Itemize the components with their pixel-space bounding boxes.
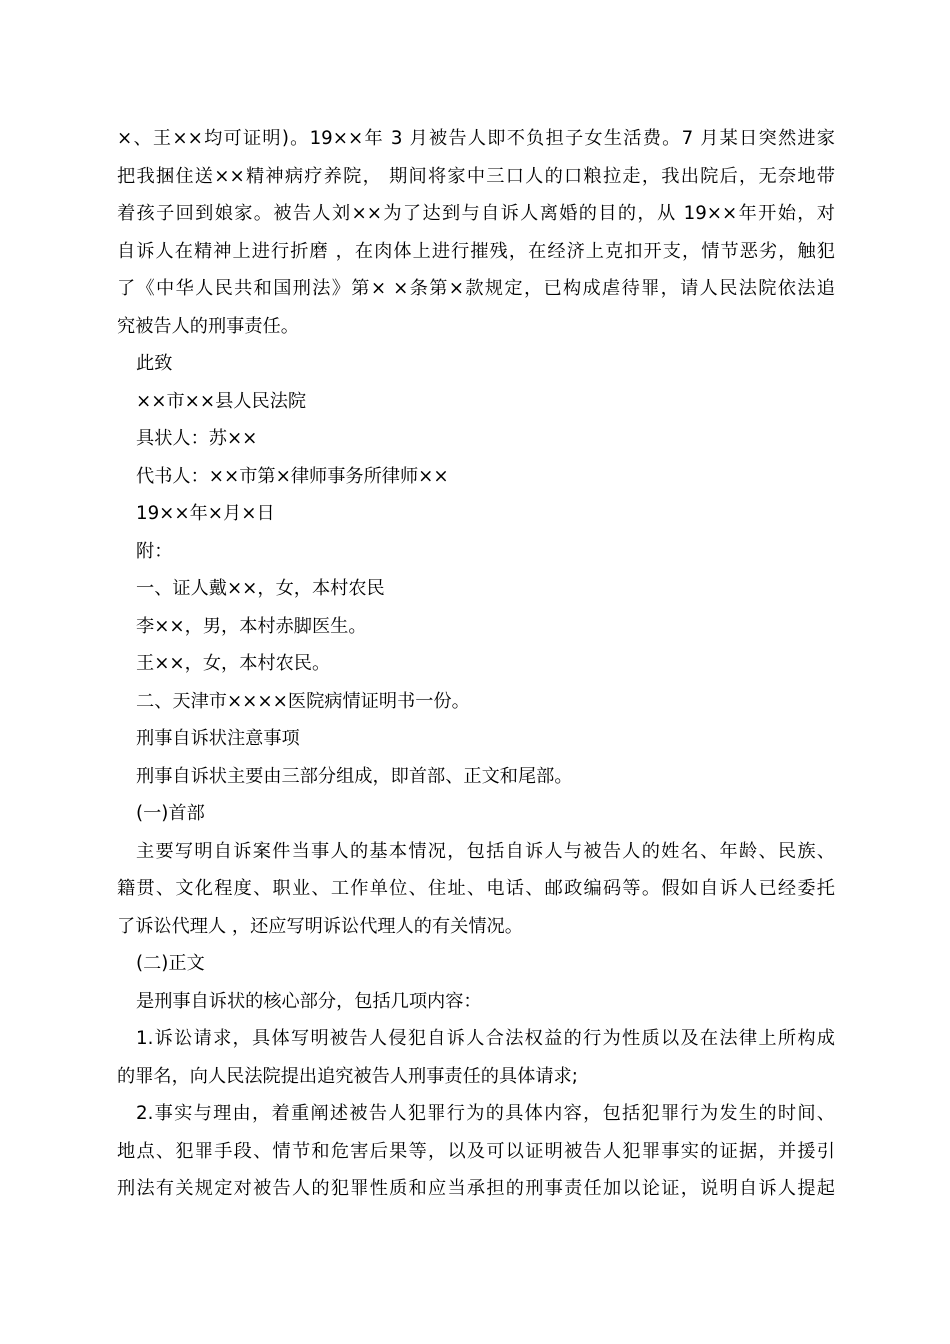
- attachment-item: 二、天津市××××医院病情证明书一份。: [136, 690, 470, 712]
- paragraph-line: 籍贯、文化程度、职业、工作单位、住址、电话、邮政编码等。假如自诉人已经委托: [117, 878, 835, 899]
- attachment-item: 李××，男，本村赤脚医生。: [136, 615, 367, 637]
- paragraph-line: 究被告人的刑事责任。: [117, 315, 299, 337]
- attachment-item: 王××，女，本村农民。: [136, 653, 331, 674]
- paragraph-line: 了诉讼代理人 ，还应写明诉讼代理人的有关情况。: [117, 915, 523, 937]
- list-item-line: 刑法有关规定对被告人的犯罪性质和应当承担的刑事责任加以论证，说明自诉人提起: [117, 1178, 835, 1199]
- plaintiff-signature: 具状人：苏××: [136, 428, 258, 449]
- paragraph-line: 主要写明自诉案件当事人的基本情况，包括自诉人与被告人的姓名、年龄、民族、: [136, 840, 835, 862]
- paragraph-line: 了《中华人民共和国刑法》第× ×条第×款规定，已构成虐待罪，请人民法院依法追: [117, 278, 835, 299]
- subsection-heading: (二)正文: [136, 953, 205, 974]
- subsection-heading: (一)首部: [136, 803, 205, 824]
- list-item-line: 的罪名，向人民法院提出追究被告人刑事责任的具体请求;: [117, 1065, 578, 1087]
- paragraph-line: 着孩子回到娘家。被告人刘××为了达到与自诉人离婚的目的，从 19××年开始，对: [117, 203, 835, 224]
- paragraph-line: 是刑事自诉状的核心部分，包括几项内容：: [136, 990, 482, 1012]
- attachment-item: 一、证人戴××，女，本村农民: [136, 578, 385, 599]
- section-title: 刑事自诉状注意事项: [136, 728, 300, 749]
- paragraph-line: 把我捆住送××精神病疗养院， 期间将家中三口人的口粮拉走，我出院后，无奈地带: [117, 165, 835, 187]
- paragraph-line: 自诉人在精神上进行折磨 ，在肉体上进行摧残，在经济上克扣开支，情节恶劣，触犯: [117, 240, 835, 262]
- drafter-signature: 代书人：××市第×律师事务所律师××: [136, 465, 449, 487]
- list-item-line: 地点、犯罪手段、情节和危害后果等，以及可以证明被告人犯罪事实的证据，并援引: [117, 1140, 835, 1162]
- salutation: 此致: [136, 353, 173, 374]
- document-body: [117, 120, 835, 1208]
- paragraph-line: ×、王××均可证明)。19××年 3 月被告人即不负担子女生活费。7 月某日突然进家: [117, 128, 835, 149]
- date-line: 19××年×月×日: [136, 503, 275, 524]
- attachment-heading: 附：: [136, 540, 173, 562]
- paragraph-line: 刑事自诉状主要由三部分组成，即首部、正文和尾部。: [136, 765, 573, 787]
- court-name: ××市××县人民法院: [136, 390, 307, 412]
- list-item-line: 2.事实与理由，着重阐述被告人犯罪行为的具体内容，包括犯罪行为发生的时间、: [136, 1103, 835, 1124]
- list-item-line: 1.诉讼请求，具体写明被告人侵犯自诉人合法权益的行为性质以及在法律上所构成: [136, 1028, 835, 1049]
